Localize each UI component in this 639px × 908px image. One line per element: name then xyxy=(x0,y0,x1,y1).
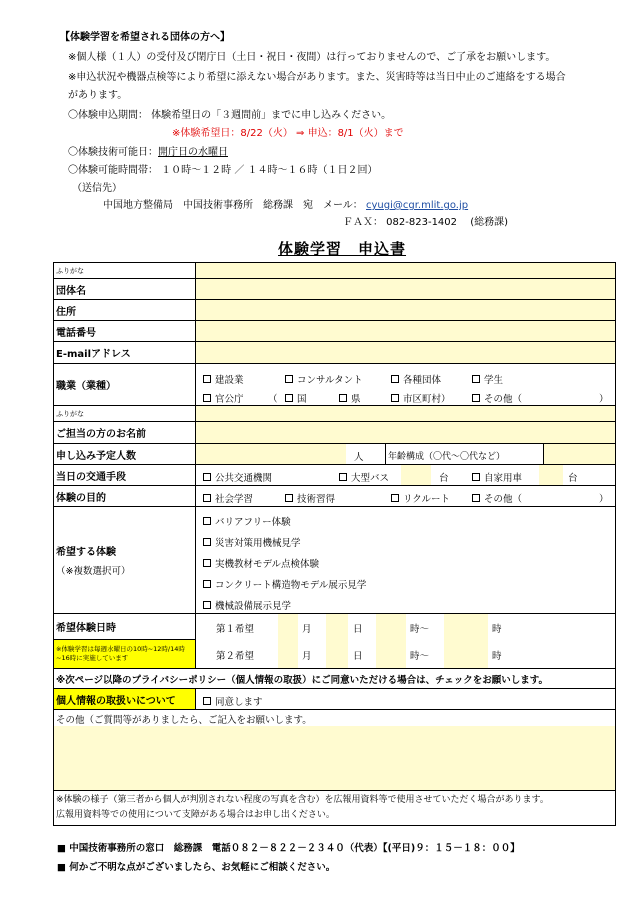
occ-construction[interactable]: 建設業 xyxy=(203,372,244,386)
footer-contact: ■ 中国技術事務所の窓口 総務課 電話０８２－８２２－２３４０（代表）【(平日)９：１５－１８：００】 xyxy=(57,843,520,854)
row-contact-name xyxy=(54,422,615,444)
send-to-label: （送信先） xyxy=(72,183,122,194)
row-group-name xyxy=(54,279,615,300)
choice1-day-input[interactable] xyxy=(326,614,348,639)
choice2-time-from: 時～ xyxy=(410,651,430,662)
email-input[interactable] xyxy=(196,342,615,363)
checkbox[interactable] xyxy=(391,394,399,402)
phone-label: 電話番号 xyxy=(54,321,196,341)
datetime-note: ※体験学習は毎週水曜日の10時~12時/14時~16時に実施しています xyxy=(54,639,196,668)
people-unit: 人 xyxy=(354,452,364,463)
checkbox[interactable] xyxy=(203,494,211,502)
choice2-time-to: 時 xyxy=(492,651,502,662)
row-people xyxy=(54,444,615,465)
row-address xyxy=(54,300,615,321)
notice-status-1: ※申込状況や機器点検等により希望に添えない場合があります。また、災害時等は当日中止のご連絡をする場合 xyxy=(68,72,566,83)
other-label: その他（ご質問等がありましたら、ご記入をお願いします。 xyxy=(56,715,312,726)
occupation-label: 職業（業種） xyxy=(54,364,196,405)
transport-bus[interactable]: 大型バス xyxy=(339,470,389,484)
bus-unit: 台 xyxy=(439,473,449,484)
send-to-office xyxy=(103,196,468,211)
row-datetime-1 xyxy=(54,614,615,639)
checkbox[interactable] xyxy=(203,517,211,525)
available-days xyxy=(68,143,228,158)
row-contact-furigana xyxy=(54,406,615,422)
purpose-options xyxy=(196,486,615,506)
checkbox[interactable] xyxy=(203,538,211,546)
purpose-recruit[interactable]: リクルート xyxy=(391,491,450,505)
car-unit: 台 xyxy=(568,473,578,484)
row-phone xyxy=(54,321,615,342)
row-email xyxy=(54,342,615,364)
application-period: 〇体験申込期間： 体験希望日の「３週間前」までに申し込みください。 xyxy=(68,110,392,121)
privacy-cell xyxy=(196,689,615,709)
privacy-label: 個人情報の取扱いについて xyxy=(54,689,196,709)
choice2-day-input[interactable] xyxy=(326,639,348,668)
experience-label-cell xyxy=(54,507,196,613)
choice1-day: 日 xyxy=(353,624,363,635)
group-name-label: 団体名 xyxy=(54,279,196,299)
occ-municipal[interactable]: 市区町村） xyxy=(391,391,451,405)
group-name-input[interactable] xyxy=(196,279,615,299)
choice2-to-input[interactable] xyxy=(444,639,488,668)
occ-prefecture[interactable]: 県 xyxy=(339,391,361,405)
choice1-month: 月 xyxy=(302,624,312,635)
contact-name-label: ご担当の方のお名前 xyxy=(54,422,196,443)
office-text: 中国地方整備局 中国技術事務所 総務課 宛 メール： xyxy=(103,200,363,211)
available-days-value: 開庁日の水曜日 xyxy=(158,147,228,158)
row-privacy-notice xyxy=(54,669,615,689)
occ-consultant[interactable]: コンサルタント xyxy=(285,372,363,386)
privacy-notice: ※次ページ以降のプライバシーポリシー（個人情報の取扱）にご同意いただける場合は、チェックをお願いします。 xyxy=(56,674,549,686)
checkbox[interactable] xyxy=(203,580,211,588)
row-transport xyxy=(54,465,615,486)
choice2-day: 日 xyxy=(353,651,363,662)
row-other xyxy=(54,710,615,791)
checkbox[interactable] xyxy=(339,473,347,481)
application-example: ※体験希望日：8/22（火） ⇒ 申込：8/1（火）まで xyxy=(172,128,404,139)
exp-equipment[interactable]: 機械設備展示見学 xyxy=(203,598,291,612)
exp-barrier-free[interactable]: バリアフリー体験 xyxy=(203,514,291,528)
exp-disaster-machine[interactable]: 災害対策用機械見学 xyxy=(203,535,301,549)
contact-furigana-label: ふりがな xyxy=(54,406,196,421)
datetime-1-cells xyxy=(196,614,615,639)
checkbox[interactable] xyxy=(203,394,211,402)
occupation-options xyxy=(196,364,615,405)
checkbox[interactable] xyxy=(203,697,211,705)
people-cells xyxy=(196,444,615,464)
notice-status-2: があります。 xyxy=(68,90,128,101)
checkbox[interactable] xyxy=(472,473,480,481)
privacy-agree[interactable]: 同意します xyxy=(203,694,263,708)
choice1-time-from: 時～ xyxy=(410,624,430,635)
row-purpose xyxy=(54,486,615,507)
experience-sub: （※複数選択可） xyxy=(56,566,131,577)
transport-public[interactable]: 公共交通機関 xyxy=(203,470,272,484)
fax-number: ＦＡＸ： 082-823-1402 (総務課) xyxy=(343,217,508,228)
footer-inquiry: ■ 何かご不明な点がございましたら、お気軽にご相談ください。 xyxy=(57,862,336,873)
transport-options xyxy=(196,465,615,485)
choice2-month: 月 xyxy=(302,651,312,662)
purpose-skill[interactable]: 技術習得 xyxy=(285,491,335,505)
checkbox[interactable] xyxy=(391,494,399,502)
occ-paren-close: ） xyxy=(599,394,609,405)
occ-other[interactable]: その他（ xyxy=(472,391,522,405)
furigana-input[interactable] xyxy=(196,263,615,278)
bus-count-input[interactable] xyxy=(401,465,431,485)
email-label: E-mailアドレス xyxy=(54,342,196,363)
checkbox[interactable] xyxy=(203,559,211,567)
choice1-time-to: 時 xyxy=(492,624,502,635)
datetime-label: 希望体験日時 xyxy=(54,614,196,639)
row-furigana xyxy=(54,263,615,279)
photo-note-2: 広報用資料等での使用について支障がある場合はお申し出ください。 xyxy=(56,810,335,820)
datetime-2-cells xyxy=(196,639,615,668)
available-hours: 〇体験可能時間帯： １０時～１２時 ／ １４時～１６時（１日２回） xyxy=(68,165,378,176)
checkbox[interactable] xyxy=(472,494,480,502)
checkbox[interactable] xyxy=(203,473,211,481)
application-form xyxy=(53,262,616,826)
phone-input[interactable] xyxy=(196,321,615,341)
transport-car[interactable]: 自家用車 xyxy=(472,470,522,484)
occ-student[interactable]: 学生 xyxy=(472,372,503,386)
photo-note-1: ※体験の様子（第三者から個人が判別されない程度の写真を含む）を広報用資料等で使用させていただく場合があります。 xyxy=(56,795,549,805)
address-label: 住所 xyxy=(54,300,196,320)
purpose-other[interactable]: その他（ xyxy=(472,491,522,505)
purpose-social[interactable]: 社会学習 xyxy=(203,491,253,505)
exp-concrete[interactable]: コンクリート構造物モデル展示見学 xyxy=(203,577,366,591)
notice-title: 【体験学習を希望される団体の方へ】 xyxy=(60,32,230,43)
checkbox[interactable] xyxy=(339,394,347,402)
other-input[interactable] xyxy=(54,726,615,790)
choice2-from-input[interactable] xyxy=(376,639,406,668)
experience-options xyxy=(196,507,615,613)
choice2-month-input[interactable] xyxy=(278,639,298,668)
row-privacy xyxy=(54,689,615,710)
address-input[interactable] xyxy=(196,300,615,320)
email-link[interactable]: cyugi@cgr.mlit.go.jp xyxy=(366,200,469,211)
choice1-from-input[interactable] xyxy=(376,614,406,639)
purpose-label: 体験の目的 xyxy=(54,486,196,506)
occ-national[interactable]: 国 xyxy=(285,391,307,405)
checkbox[interactable] xyxy=(285,494,293,502)
people-label: 申し込み予定人数 xyxy=(54,444,196,464)
occ-paren-open: （ xyxy=(268,394,278,405)
checkbox[interactable] xyxy=(472,394,480,402)
row-datetime-2 xyxy=(54,639,615,669)
row-experience xyxy=(54,507,615,614)
row-photo-note xyxy=(54,791,615,825)
contact-name-input[interactable] xyxy=(196,422,615,443)
checkbox[interactable] xyxy=(472,375,480,383)
purpose-paren-close: ） xyxy=(599,494,609,505)
exp-inspection[interactable]: 実機教材モデル点検体験 xyxy=(203,556,319,570)
notice-individual: ※個人様（１人）の受付及び閉庁日（土日・祝日・夜間）は行っておりませんので、ご了承をお願いします。 xyxy=(68,52,556,63)
occ-organization[interactable]: 各種団体 xyxy=(391,372,441,386)
contact-furigana-input[interactable] xyxy=(196,406,615,421)
available-days-label: 〇体験技術可能日： xyxy=(68,147,158,158)
form-title: 体験学習 申込書 xyxy=(278,240,407,258)
choice2-label: 第２希望 xyxy=(216,651,255,662)
row-occupation xyxy=(54,364,615,406)
choice1-month-input[interactable] xyxy=(278,614,298,639)
furigana-label: ふりがな xyxy=(54,263,196,278)
checkbox[interactable] xyxy=(285,375,293,383)
checkbox[interactable] xyxy=(203,375,211,383)
age-label: 年齢構成（〇代～〇代など） xyxy=(388,452,506,462)
choice1-to-input[interactable] xyxy=(444,614,488,639)
choice1-label: 第１希望 xyxy=(216,624,255,635)
checkbox[interactable] xyxy=(391,375,399,383)
occ-government[interactable]: 官公庁 xyxy=(203,391,244,405)
people-input[interactable] xyxy=(196,444,346,464)
checkbox[interactable] xyxy=(203,601,211,609)
checkbox[interactable] xyxy=(285,394,293,402)
age-input[interactable] xyxy=(544,444,615,464)
car-count-input[interactable] xyxy=(539,465,563,485)
experience-label: 希望する体験 xyxy=(56,547,116,558)
transport-label: 当日の交通手段 xyxy=(54,465,196,485)
